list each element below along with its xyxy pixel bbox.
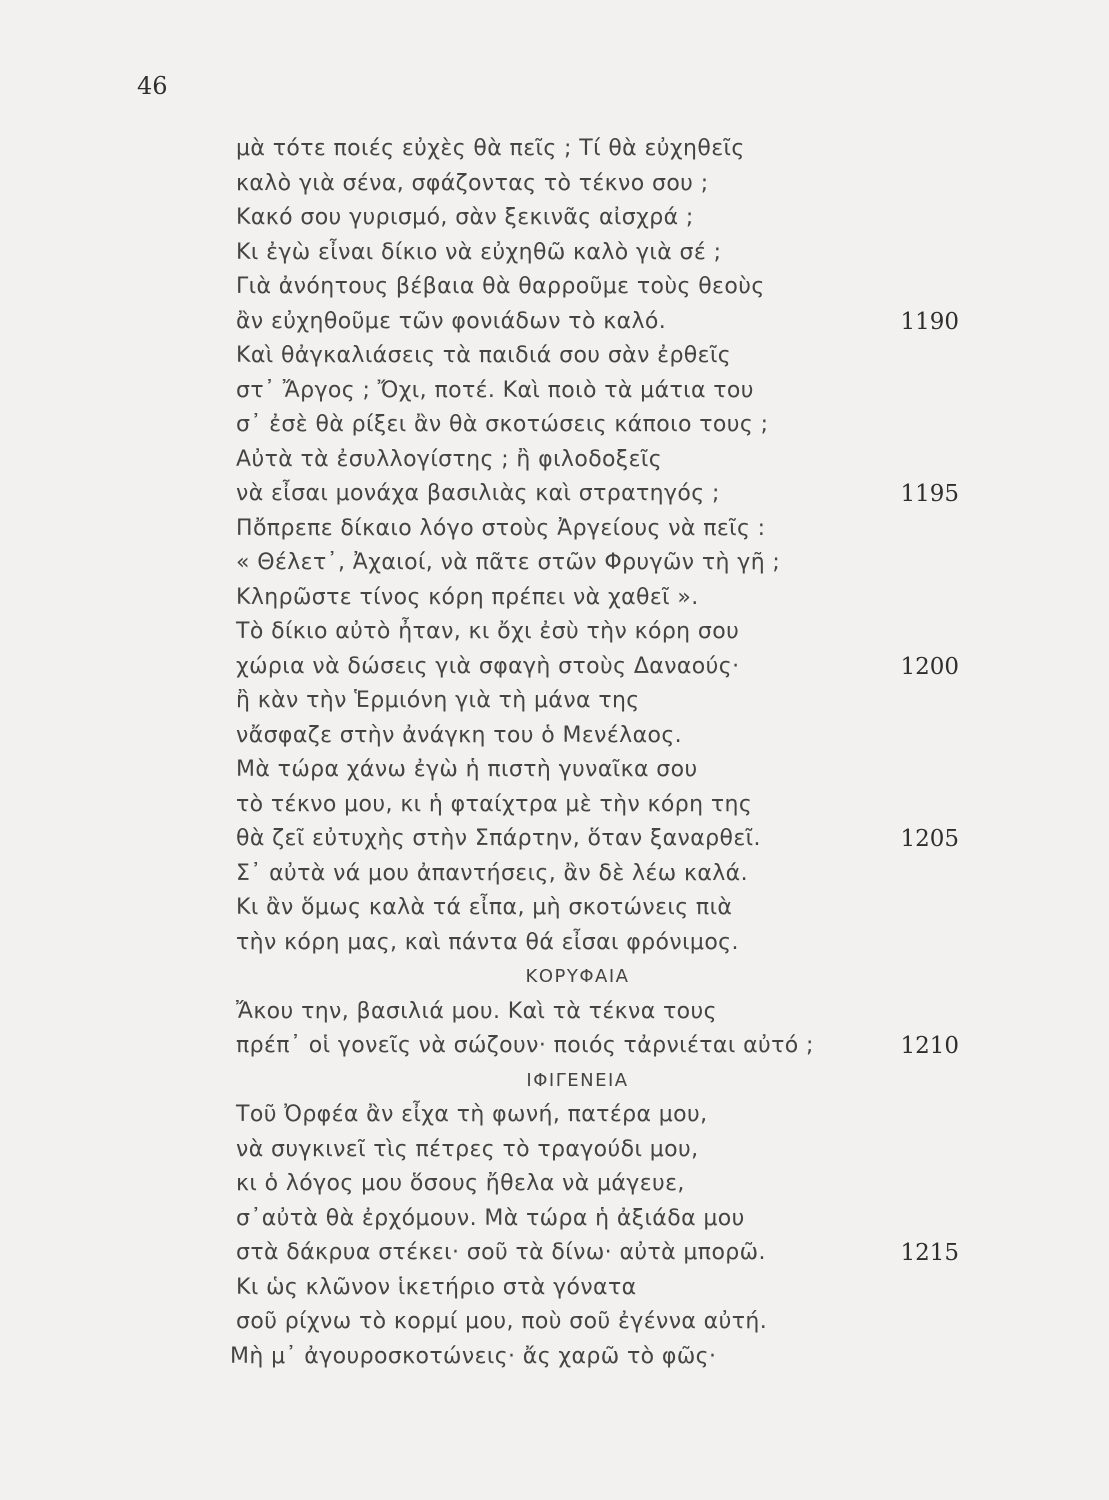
verse-line [0,684,1109,719]
verse-line-text: σοῦ ρίχνω τὸ κορμί μου, ποὺ σοῦ ἐγέννα αὐτή. [236,1309,768,1334]
verse-line-text: Τὸ δίκιο αὐτὸ ἦταν, κι ὄχι ἐσὺ τὴν κόρη σου [236,619,740,644]
verse-line [0,374,1109,409]
verse-line-text: πρέπ᾿ οἱ γονεῖς νὰ σώζουν· ποιός τἀρνιέται αὐτό ; [236,1033,814,1058]
verse-line-text: μὰ τότε ποιές εὐχὲς θὰ πεῖς ; Τί θὰ εὐχηθεῖς [236,136,745,161]
verse-line [0,615,1109,650]
verse-line [0,270,1109,305]
verse-line [0,1305,1109,1340]
line-number: 1215 [900,1240,959,1266]
verse-line-text: Σ᾿ αὐτὰ νά μου ἀπαντήσεις, ἂν δὲ λέω καλά. [236,860,748,886]
verse-line-text: ΚΟΡΥΦΑΙΑ [525,966,630,987]
line-number: 1200 [900,653,959,680]
verse-line-text: ἢ κὰν τὴν Ἑρμιόνη γιὰ τὴ μάνα της [236,688,640,713]
verse-line [0,753,1109,788]
line-number: 1205 [900,826,959,852]
verse-line-text: ἂν εὐχηθοῦμε τῶν φονιάδων τὸ καλό. [236,308,667,334]
verse-line [0,1340,1109,1375]
verse-line [0,477,1109,512]
verse-line-text: στ᾿ Ἄργος ; Ὄχι, ποτέ. Καὶ ποιὸ τὰ μάτια του [236,377,754,403]
verse-line [0,995,1109,1030]
verse-line [0,1098,1109,1133]
verse-line-text: χώρια νὰ δώσεις γιὰ σφαγὴ στοὺς Δαναούς· [236,653,740,679]
verse-line-text: τὸ τέκνο μου, κι ἡ φταίχτρα μὲ τὴν κόρη της [236,791,753,817]
verse-line-text: σ᾿ ἐσὲ θὰ ρίξει ἂν θὰ σκοτώσεις κάποιο τους ; [236,412,769,437]
verse-line-text: Κληρῶστε τίνος κόρη πρέπει νὰ χαθεῖ ». [236,584,699,610]
verse-line-text: νἄσφαζε στὴν ἀνάγκη του ὁ Μενέλαος. [236,722,683,748]
verse-line [0,201,1109,236]
verse-line [0,822,1109,857]
verse-line [0,719,1109,754]
verse-line-text: ΙΦΙΓΕΝΕΙΑ [526,1069,629,1091]
verse-line-text: Γιὰ ἀνόητους βέβαια θὰ θαρροῦμε τοὺς θεοὺς [236,274,765,299]
speaker-name [0,960,1109,995]
line-number: 1190 [900,308,959,335]
verse-line [0,891,1109,926]
verse-line-text: κι ὁ λόγος μου ὅσους ἤθελα νὰ μάγευε, [236,1171,685,1196]
verse-line [0,167,1109,202]
line-number: 1210 [900,1033,959,1059]
verse-line-text: τὴν κόρη μας, καὶ πάντα θά εἶσαι φρόνιμος. [236,929,739,955]
verse-text [0,132,1109,1374]
page-number: 46 [137,72,168,100]
verse-line [0,926,1109,961]
verse-line-text: « Θέλετ᾿, Ἀχαιοί, νὰ πᾶτε στῶν Φρυγῶν τὴ γῆ ; [236,550,781,575]
verse-line [0,236,1109,271]
verse-line [0,1029,1109,1064]
verse-line-text: Καὶ θἀγκαλιάσεις τὰ παιδιά σου σὰν ἐρθεῖς [236,343,732,368]
verse-line-text: Αὐτὰ τὰ ἐσυλλογίστης ; ἢ φιλοδοξεῖς [236,446,663,472]
verse-line [0,857,1109,892]
verse-line-text: Μὰ τώρα χάνω ἐγὼ ἡ πιστὴ γυναῖκα σου [236,757,698,782]
verse-line [0,1167,1109,1202]
verse-line [0,1236,1109,1271]
line-number: 1195 [900,481,959,507]
verse-line [0,788,1109,823]
verse-line-text: Μὴ μ᾿ ἀγουροσκοτώνεις· ἄς χαρῶ τὸ φῶς· [230,1343,717,1369]
verse-line-text: Κι ἐγὼ εἶναι δίκιο νὰ εὐχηθῶ καλὸ γιὰ σέ ; [236,239,722,265]
verse-line-text: στὰ δάκρυα στέκει· σοῦ τὰ δίνω· αὐτὰ μπορῶ. [236,1240,766,1265]
verse-line [0,305,1109,340]
verse-line-text: σ᾿αὐτὰ θὰ ἐρχόμουν. Μὰ τώρα ἡ ἀξιάδα μου [236,1205,745,1231]
verse-line [0,339,1109,374]
verse-line [0,512,1109,547]
verse-line [0,546,1109,581]
verse-line [0,443,1109,478]
verse-line-text: Κι ἂν ὅμως καλὰ τά εἶπα, μὴ σκοτώνεις πιὰ [236,895,733,920]
verse-line [0,650,1109,685]
verse-line [0,1133,1109,1168]
verse-line [0,408,1109,443]
verse-line-text: Πὄπρεπε δίκαιο λόγο στοὺς Ἀργείους νὰ πεῖς : [236,515,766,541]
verse-line-text: Ἄκου την, βασιλιά μου. Καὶ τὰ τέκνα τους [236,998,717,1024]
verse-line-text: Κι ὡς κλῶνον ἱκετήριο στὰ γόνατα [236,1274,637,1300]
verse-line-text: Κακό σου γυρισμό, σὰν ξεκινᾶς αἰσχρά ; [236,205,694,230]
verse-line-text: θὰ ζεῖ εὐτυχὴς στὴν Σπάρτην, ὅταν ξαναρθεῖ. [236,826,761,851]
verse-line-text: Τοῦ Ὀρφέα ἂν εἶχα τὴ φωνή, πατέρα μου, [236,1102,708,1127]
verse-line [0,1271,1109,1306]
verse-line-text: καλὸ γιὰ σένα, σφάζοντας τὸ τέκνο σου ; [236,170,709,196]
verse-line [0,1202,1109,1237]
speaker-name [0,1064,1109,1099]
verse-line-text: νὰ συγκινεῖ τὶς πέτρες τὸ τραγούδι μου, [236,1136,699,1162]
verse-line-text: νὰ εἶσαι μονάχα βασιλιὰς καὶ στρατηγός ; [236,481,720,506]
verse-line [0,581,1109,616]
verse-line [0,132,1109,167]
